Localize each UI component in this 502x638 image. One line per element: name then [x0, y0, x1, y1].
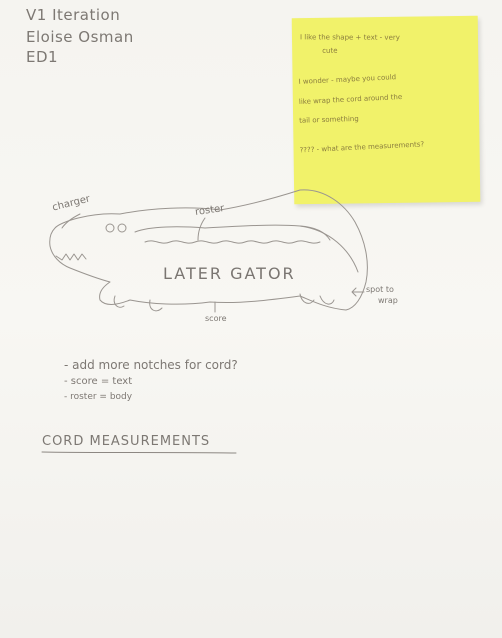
course-code: ED1: [26, 48, 59, 66]
label-score: score: [205, 314, 227, 323]
author-name: Eloise Osman: [26, 28, 134, 46]
sticky-note-line: tail or something: [299, 114, 359, 125]
note-bullet: - score = text: [64, 376, 133, 387]
alligator-leg: [150, 300, 162, 311]
charger-pointer: [62, 214, 80, 228]
alligator-eye: [106, 224, 114, 232]
alligator-tail: [300, 226, 358, 272]
roster-pointer: [198, 218, 205, 240]
alligator-leg: [320, 296, 334, 304]
sticky-note-line: cute: [322, 46, 338, 55]
label-spot-to-wrap: spot to: [366, 285, 394, 294]
label-spot-to-wrap: wrap: [378, 296, 398, 305]
sticky-note-line: I wonder - maybe you could: [298, 73, 397, 86]
section-heading: CORD MEASUREMENTS: [42, 434, 211, 449]
sticky-note-line: like wrap the cord around the: [298, 92, 403, 107]
logo-text: LATER GATOR: [163, 264, 296, 283]
label-charger: charger: [51, 193, 92, 214]
iteration-title: V1 Iteration: [26, 6, 121, 24]
label-roster: roster: [194, 203, 226, 218]
note-bullet: - add more notches for cord?: [64, 358, 238, 372]
alligator-eye: [118, 224, 126, 232]
note-bullet: - roster = body: [64, 392, 133, 402]
alligator-body-pattern: [145, 241, 320, 243]
sticky-note-line: ???? - what are the measurements?: [299, 140, 425, 155]
sticky-note-line: I like the shape + text - very: [299, 33, 400, 42]
alligator-leg: [114, 296, 124, 307]
alligator-teeth: [56, 254, 86, 260]
alligator-back-ridge: [135, 225, 330, 240]
heading-underline: [42, 452, 236, 453]
